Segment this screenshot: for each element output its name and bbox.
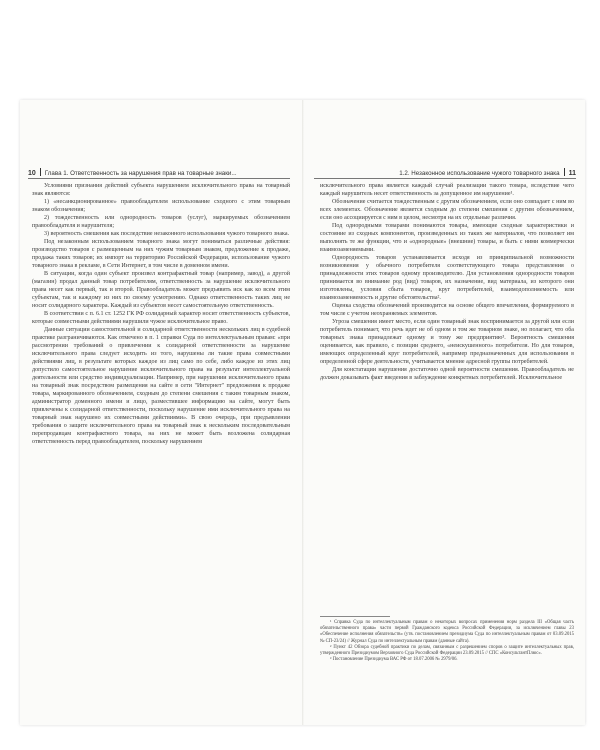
right-body-text	[320, 182, 574, 382]
book-spread	[20, 100, 585, 725]
left-running-head	[28, 168, 290, 179]
footnote: ¹ Справка Суда по интеллектуальным правам о некоторых вопросах применения норм раздела III «Общая часть обязательственного права» части первой Гражданского кодекса Российской Федерации, за исключением главы 23 «Обеспечение исполнения обязательств» (утв. постановлением президиума Суда по интеллектуальным правам от 03.09.2015 № СП-23/24) // Журнал Суда по интеллектуальным правам (данные сайта).	[320, 620, 574, 644]
right-running-head	[314, 168, 576, 179]
paragraph: Под незаконным использованием товарного знака могут пониматься различные действия: производство товаров с размещенным на них чужим товарным знаком, предложение к продаже, продажа таких товаров; их импорт на территорию Российской Федерации, использование чужого товарного знака в рекламе, в Сети Интернет, в том числе в доменном имени.	[32, 239, 290, 269]
right-page	[304, 100, 585, 725]
paragraph: Угроза смешения имеет место, если один товарный знак воспринимается за другой или если потребитель понимает, что речь идет не об одном и том же товарном знаке, но полагает, что оба товарных знака принадлежат одному и тому же предприятию³. Вероятность смешения оценивается, как правило, с позиции среднего, «неискушенного» потребителя. Но для товаров, имеющих определенный круг потребителей, например предназначенных для использования в определенной сфере деятельности, учитывается мнение адресной группы потребителей.	[320, 319, 574, 365]
paragraph: исключительного права является каждый случай реализации такого товара, вследствие чего каждый нарушитель несет ответственность за допущенное им нарушение¹.	[320, 183, 574, 197]
footnotes	[320, 616, 574, 663]
paragraph: Данные ситуации самостоятельной и солидарной ответственности нескольких лиц в судебной практике разграничиваются. Как отмечено в п. 1 справки Суда по интеллектуальным правам: «при рассмотрении требований о привлечении к солидарной ответственности за нарушение исключительного права следует исходить из того, нарушены ли такие права совместными действиями лиц, в результате которых каждое из лиц само по себе, либо каждое из этих лиц допустило самостоятельное нарушение исключительного права на результат интеллектуальной деятельности или средство индивидуализации. Например, при нарушении исключительного права на товарный знак посредством размещения на сайте в сети "Интернет" предложения к продаже товара, маркированного обозначением, сходным до степени смешения с таким товарным знаком, администратор доменного имени и лицо, разместившее информацию на сайте, могут быть привлечены к солидарной ответственности, поскольку нарушение ими исключительного права на товарный знак нарушено их совместными действиями». В свою очередь, при предъявлении требования о защите исключительного права на товарный знак к нескольким последовательным перепродавцам контрафактного товара, на них не может быть возложена солидарная ответственность перед правообладателем, поскольку нарушением	[32, 327, 290, 445]
paragraph: 1) «несанкционированное» правообладателем использование сходного с этим товарным знаком обозначения;	[32, 199, 290, 213]
left-page-number: 10	[28, 170, 36, 177]
paragraph: Под однородными товарами понимаются товары, имеющие сходные характеристики и состояние из сходных компонентов, произведенных из таких же материалов, что позволяет им выполнять те же функции, что и «однородные» (внешние) товары, и быть с ними коммерчески взаимозаменяемыми.	[320, 223, 574, 253]
right-page-number: 11	[568, 170, 576, 177]
paragraph: В соответствии с п. 6.1 ст. 1252 ГК РФ солидарный характер носит ответственность субъектов, которые совместными действиями нарушили чужое исключительное право.	[32, 311, 290, 325]
paragraph: Обозначение считается тождественным с другим обозначением, если оно совпадает с ним во всех элементах. Обозначение является сходным до степени смешения с другим обозначением, если оно ассоциируется с ним в целом, несмотря на их отдельные различия.	[320, 199, 574, 221]
right-running-head-title: 1.2. Незаконное использование чужого товарного знака	[399, 170, 560, 177]
left-page	[20, 100, 302, 725]
header-separator	[40, 168, 41, 176]
footnote-rule	[320, 616, 390, 617]
paragraph: Оценка сходства обозначений производится на основе общего впечатления, формируемого в том числе с учетом неохраняемых элементов.	[320, 303, 574, 317]
footnote: ² Пункт 42 Обзора судебной практики по делам, связанным с разрешением споров о защите интеллектуальных прав, утвержденного Президиумом Верховного Суда Российской Федерации 23.09.2015 // СПС «КонсультантПлюс».	[320, 644, 574, 657]
paragraph: 2) тождественность или однородность товаров (услуг), маркируемых обозначением правообладателя и нарушителя;	[32, 215, 290, 229]
paragraph: Условиями признания действий субъекта нарушением исключительного права на товарный знак являются:	[32, 183, 290, 197]
header-separator	[564, 168, 565, 176]
left-body-text	[32, 182, 290, 446]
paragraph: В ситуации, когда один субъект произвел контрафактный товар (например, завод), а другой (магазин) продал данный товар потребителям, ответственность за нарушение исключительного права несет как первый, так и второй. Правообладатель может предъявить иск как ко всем этим субъектам, так и каждому из них по своему усмотрению. Однако ответственность таких лиц не носит солидарного характера. Каждый из субъектов несет самостоятельную ответственность.	[32, 271, 290, 309]
left-running-head-title: Глава 1. Ответственность за нарушения прав на товарные знаки...	[44, 170, 237, 177]
footnote: ³ Постановление Президиума ВАС РФ от 18.07.2006 № 2979/06.	[330, 657, 458, 663]
paragraph: 3) вероятность смешения как последствие незаконного использования чужого товарного знака.	[44, 231, 290, 237]
paragraph: Для констатации нарушения достаточно одной вероятности смешения. Правообладатель не должен доказывать факт введения в заблуждение конкретных потребителей. Исключительное	[320, 367, 574, 381]
paragraph: Однородность товаров устанавливается исходя из принципиальной возможности возникновения у обычного потребителя соответствующего товара представления о принадлежности этих товаров одному производителю. Для установления однородности товаров принимается во внимание род (вид) товаров, их назначение, вид материала, из которого они изготовлены, условия сбыта товаров, круг потребителей, взаимодополняемость или взаимозаменяемость и другие обстоятельства².	[320, 255, 574, 301]
